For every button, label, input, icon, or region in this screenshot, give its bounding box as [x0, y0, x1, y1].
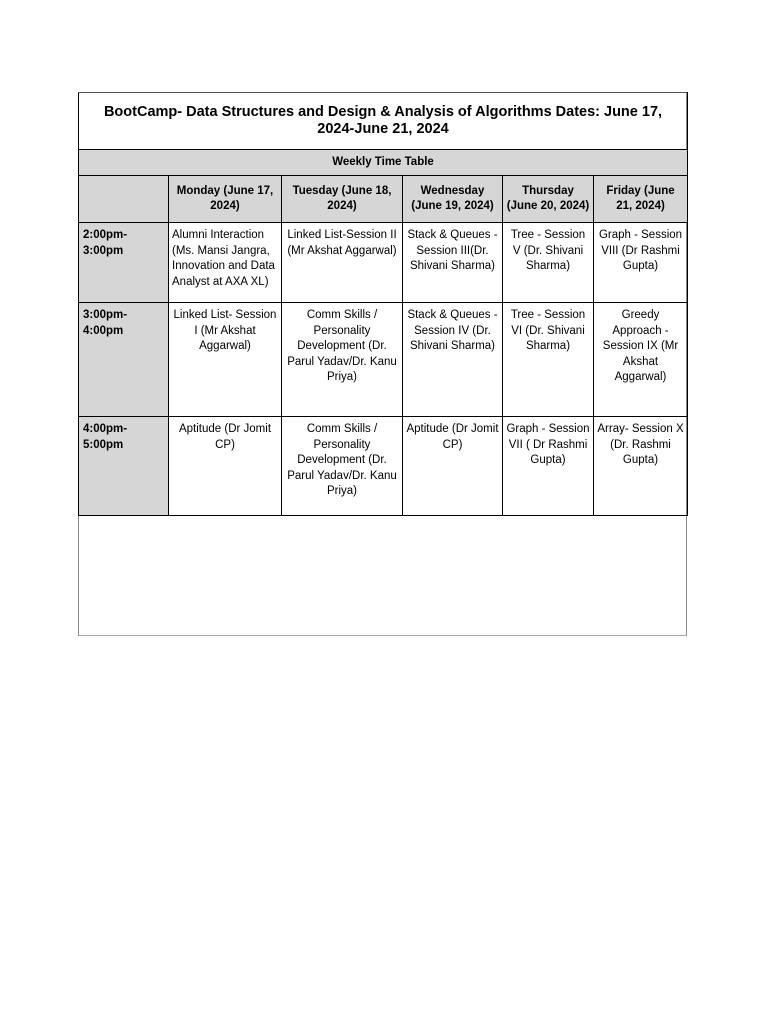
session-cell: Comm Skills / Personality Development (Dr. Parul Yadav/Dr. Kanu Priya)	[282, 417, 403, 516]
session-cell: Tree - Session V (Dr. Shivani Sharma)	[503, 223, 594, 303]
column-header-wednesday: Wednesday (June 19, 2024)	[403, 176, 503, 223]
session-cell: Aptitude (Dr Jomit CP)	[403, 417, 503, 516]
column-header-monday: Monday (June 17, 2024)	[169, 176, 282, 223]
page-title: BootCamp- Data Structures and Design & Analysis of Algorithms Dates: June 17, 2024-June 21, 2024	[79, 93, 688, 150]
timetable	[78, 92, 688, 516]
table-row	[79, 303, 688, 417]
session-cell: Stack & Queues - Session III(Dr. Shivani Sharma)	[403, 223, 503, 303]
table-subtitle: Weekly Time Table	[79, 150, 688, 176]
session-cell: Comm Skills / Personality Development (Dr. Parul Yadav/Dr. Kanu Priya)	[282, 303, 403, 417]
session-cell: Linked List-Session II (Mr Akshat Aggarwal)	[282, 223, 403, 303]
session-cell: Aptitude (Dr Jomit CP)	[169, 417, 282, 516]
session-cell: Graph - Session VIII (Dr Rashmi Gupta)	[594, 223, 688, 303]
timetable-sheet	[78, 92, 687, 636]
time-slot: 2:00pm-3:00pm	[79, 223, 169, 303]
column-header-time	[79, 176, 169, 223]
column-header-tuesday: Tuesday (June 18, 2024)	[282, 176, 403, 223]
time-slot: 4:00pm-5:00pm	[79, 417, 169, 516]
table-row	[79, 417, 688, 516]
column-header-friday: Friday (June 21, 2024)	[594, 176, 688, 223]
table-row	[79, 223, 688, 303]
session-cell: Array- Session X (Dr. Rashmi Gupta)	[594, 417, 688, 516]
session-cell: Graph - Session VII ( Dr Rashmi Gupta)	[503, 417, 594, 516]
session-cell: Alumni Interaction (Ms. Mansi Jangra, Innovation and Data Analyst at AXA XL)	[169, 223, 282, 303]
session-cell: Tree - Session VI (Dr. Shivani Sharma)	[503, 303, 594, 417]
column-header-thursday: Thursday (June 20, 2024)	[503, 176, 594, 223]
session-cell: Greedy Approach - Session IX (Mr Akshat Aggarwal)	[594, 303, 688, 417]
time-slot: 3:00pm-4:00pm	[79, 303, 169, 417]
session-cell: Linked List- Session I (Mr Akshat Aggarwal)	[169, 303, 282, 417]
session-cell: Stack & Queues - Session IV (Dr. Shivani Sharma)	[403, 303, 503, 417]
